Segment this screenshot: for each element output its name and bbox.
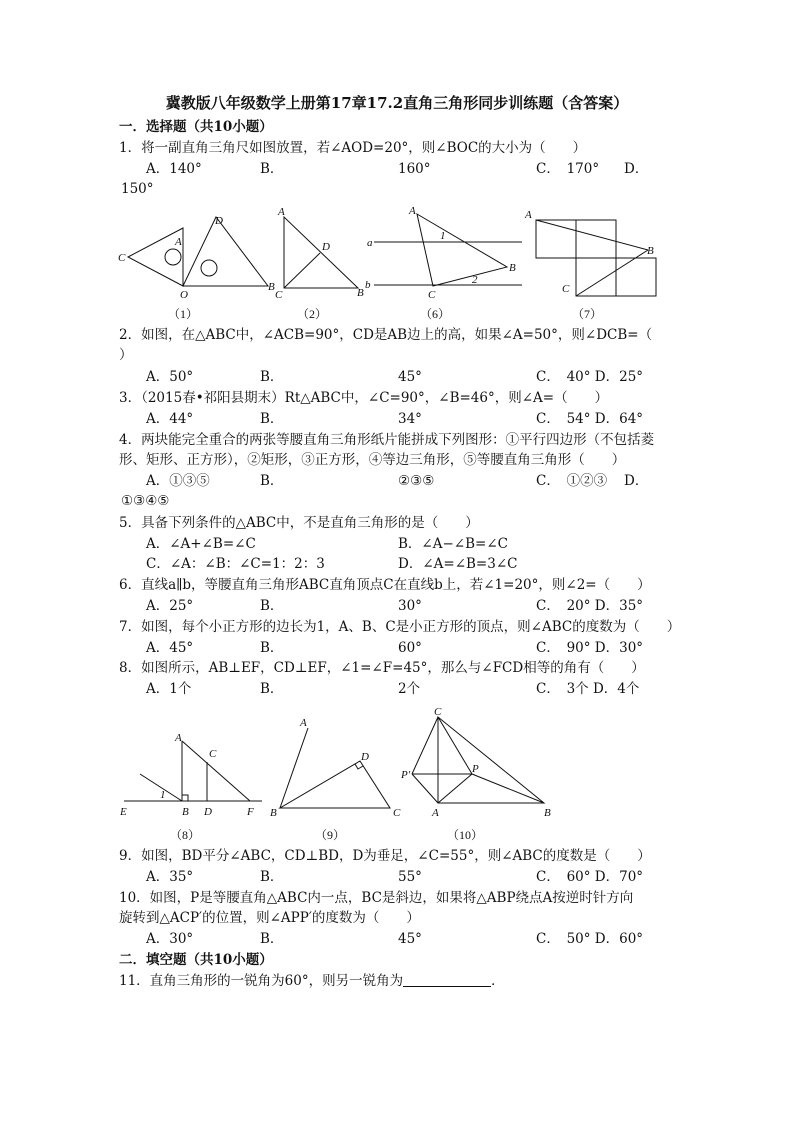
q11-stem: 11．直角三角形的一锐角为60°，则另一锐角为 [119,973,404,989]
figure-6 [374,214,522,286]
q3-option-cd: C． 54° D．64° [536,411,644,427]
q3-option-b: B． [260,411,284,427]
figure-7 [536,220,656,296]
fig7-caption: （7） [572,307,603,321]
q4-option-d: D． [624,473,649,489]
q6-stem: 6．直线a∥b，等腰直角三角形ABC直角顶点C在直线b上，若∠1=20°，则∠2=（ ） [119,577,651,593]
fig9-label-a: A [300,717,307,729]
fig2-caption: （2） [297,307,328,321]
q7-option-b-value: 60° [398,640,422,656]
q8-option-b-value: 2个 [398,681,421,697]
q1-option-a: A．140° [146,161,202,177]
fig2-label-b: B [357,287,364,299]
q5-option-c: C．∠A：∠B：∠C=1：2：3 [146,556,325,572]
q4-stem: 4．两块能完全重合的两张等腰直角三角形纸片能拼成下列图形：①平行四边形（不包括菱 [119,432,655,448]
q1-stem: 1．将一副直角三角尺如图放置，若∠AOD=20°，则∠BOC的大小为（ ） [119,140,587,156]
fig6-label-a: A [409,205,416,217]
q9-option-b: B． [260,869,284,885]
fig2-label-a: A [278,206,285,218]
fig8-label-angle-1: 1 [160,789,166,801]
figure-1 [128,217,268,286]
section-choice-heading: 一．选择题（共10小题） [119,119,273,135]
q7-option-cd: C． 90° D．30° [536,640,644,656]
q1-option-d-value: 150° [121,181,154,197]
fig2-label-d: D [322,241,330,253]
fig10-label-a: A [432,807,439,819]
q1-option-d: D． [624,161,649,177]
fig1-label-o: O [180,289,188,301]
fig10-caption: （10） [447,828,484,842]
q4-option-b-value: ②③⑤ [398,473,435,489]
q7-option-b: B． [260,640,284,656]
q4-stem-cont: 形、矩形、正方形），②矩形，③正方形，④等边三角形，⑤等腰直角三角形（ ） [119,452,626,468]
fig8-label-d: D [204,806,212,818]
q6-option-b: B． [260,598,284,614]
fig10-label-p-prime: P′ [401,769,411,781]
fig7-label-a: A [525,209,532,221]
q4-option-c: C． ①②③ [536,473,608,489]
q2-option-a: A．50° [146,369,194,385]
fig1-caption: （1） [168,307,199,321]
q5-stem: 5．具备下列条件的△ABC中，不是直角三角形的是（ ） [119,515,479,531]
q11-line [119,972,505,990]
q4-option-d-value: ①③④⑤ [121,493,170,509]
q2-option-cd: C． 40° D．25° [536,369,644,385]
fig8-label-f: F [247,806,254,818]
figure-10 [412,717,544,803]
q10-stem: 10．如图，P是等腰直角△ABC内一点，BC是斜边，如果将△ABP绕点A按逆时针方向 [119,890,634,906]
fig10-label-c: C [434,706,442,718]
fig8-caption: （8） [170,828,201,842]
fig7-label-b: B [647,245,654,257]
q2-stem: 2．如图，在△ABC中，∠ACB=90°，CD是AB边上的高，如果∠A=50°，则∠DCB=（ [119,327,653,343]
q10-option-b: B． [260,931,284,947]
figure-8 [124,741,262,801]
fig6-label-b-line: b [365,279,371,291]
q2-stem-cont: ） [119,347,133,363]
fig6-label-angle-2: 2 [472,274,478,286]
fig8-label-c: C [209,748,217,760]
q8-option-a: A．1个 [146,681,192,697]
fig6-label-angle-1: 1 [440,230,446,242]
fig8-label-a: A [175,732,182,744]
fig6-label-a-line: a [367,237,373,249]
figure-9 [280,728,390,808]
fig1-label-b: B [268,281,275,293]
fig7-label-c: C [562,283,570,295]
q7-stem: 7．如图，每个小正方形的边长为1，A、B、C是小正方形的顶点，则∠ABC的度数为（ ） [119,619,681,635]
fig1-label-a: A [175,236,182,248]
q10-stem-cont: 旋转到△ACP′的位置，则∠APP′的度数为（ ） [119,910,420,926]
q4-option-a: A．①③⑤ [146,473,210,489]
q5-option-a: A．∠A+∠B=∠C [146,536,256,552]
q11-end: ． [491,973,505,989]
q3-stem: 3．（2015春•祁阳县期末）Rt△ABC中，∠C=90°，∠B=46°，则∠A=（ ） [119,390,609,406]
q1-option-b-value: 160° [398,161,431,177]
q5-option-d: D．∠A=∠B=3∠C [398,556,518,572]
q1-option-b: B． [260,161,284,177]
q7-option-a: A．45° [146,640,194,656]
q8-option-b: B． [260,681,284,697]
fig9-label-d: D [361,751,369,763]
fig1-label-d: D [215,215,223,227]
q10-option-b-value: 45° [398,931,422,947]
fig9-caption: （9） [315,828,346,842]
q10-option-cd: C． 50° D．60° [536,931,644,947]
fig8-label-b: B [182,806,189,818]
q3-option-b-value: 34° [398,411,422,427]
q8-stem: 8．如图所示，AB⊥EF，CD⊥EF，∠1=∠F=45°，那么与∠FCD相等的角有（ ） [119,660,645,676]
fig6-label-c: C [428,289,436,301]
q1-option-c: C． 170° [536,161,600,177]
q3-option-a: A．44° [146,411,194,427]
q11-answer-blank [403,972,491,987]
fig8-label-e: E [120,806,127,818]
q9-option-a: A．35° [146,869,194,885]
figure-row-1 [110,200,690,330]
q9-option-b-value: 55° [398,869,422,885]
q6-option-b-value: 30° [398,598,422,614]
q2-option-b-value: 45° [398,369,422,385]
q2-option-b: B． [260,369,284,385]
q6-option-cd: C． 20° D．35° [536,598,644,614]
figure-row-2 [110,700,570,848]
section-fill-heading: 二．填空题（共10小题） [119,952,273,968]
fig10-label-b: B [544,807,551,819]
fig2-label-c: C [275,289,283,301]
fig10-label-p: P [472,763,479,775]
q9-stem: 9．如图，BD平分∠ABC，CD⊥BD，D为垂足，∠C=55°，则∠ABC的度数是（ ） [119,848,651,864]
q9-option-cd: C． 60° D．70° [536,869,644,885]
fig6-label-b: B [509,262,516,274]
fig6-caption: （6） [420,307,451,321]
figure-2 [284,217,358,288]
fig9-label-b: B [270,807,277,819]
page-title: 冀教版八年级数学上册第17章17.2直角三角形同步训练题（含答案） [165,94,629,112]
fig9-label-c: C [393,807,401,819]
q10-option-a: A．30° [146,931,194,947]
q8-option-cd: C． 3个 D．4个 [536,681,640,697]
q6-option-a: A．25° [146,598,194,614]
q5-option-b: B．∠A−∠B=∠C [398,536,508,552]
fig1-label-c: C [118,252,126,264]
q4-option-b: B． [260,473,284,489]
